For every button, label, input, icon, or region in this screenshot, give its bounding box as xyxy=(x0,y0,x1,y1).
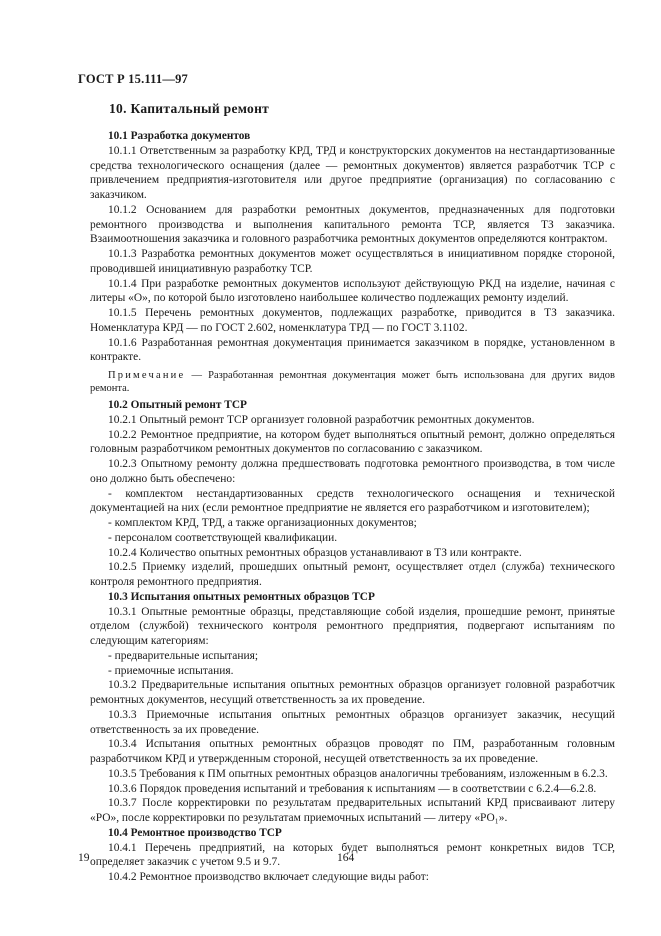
paragraph-10-1-5: 10.1.5 Перечень ремонтных документов, подлежащих разработке, приводится в ТЗ заказчика. Номенклатура КРД — по ГОСТ 2.602, номенклатура ТРД — по ГОСТ 3.1102. xyxy=(90,307,615,334)
paragraph-10-2-3: 10.2.3 Опытному ремонту должна предшествовать подготовка ремонтного производства, в том числе оно должно быть обеспечено: xyxy=(90,458,615,485)
paragraph-10-2-5: 10.2.5 Приемку изделий, прошедших опытный ремонт, осуществляет отдел (служба) технического контроля ремонтного предприятия. xyxy=(90,561,615,588)
paragraph-10-3-6: 10.3.6 Порядок проведения испытаний и требования к испытаниям — в соответствии с 6.2.4—6.2.8. xyxy=(108,782,597,795)
paragraph-10-1-4: 10.1.4 При разработке ремонтных документов используют действующую РКД на изделие, начиная с литеры «О», по которой было изготовлено наибольшее количество подлежащих ремонту изделий. xyxy=(90,277,615,305)
subsection-title-10-4: 10.4 Ремонтное производство ТСР xyxy=(108,826,282,839)
paragraph-10-1-2: 10.1.2 Основанием для разработки ремонтных документов, предназначенных для подготовки ремонтного производства и выполнения капитального ремонта ТСР, является ТЗ заказчика. Взаимоотношения заказчика и головного разработчика ремонтных документов определяются контрактом. xyxy=(90,203,615,246)
bullet-item: - персоналом соответствующей квалификации. xyxy=(108,531,338,544)
bullet-item: - приемочные испытания. xyxy=(108,664,234,677)
section-title: 10. Капитальный ремонт xyxy=(109,101,270,116)
subsection-title-10-3: 10.3 Испытания опытных ремонтных образцов ТСР xyxy=(108,590,375,603)
subsection-title-10-2: 10.2 Опытный ремонт ТСР xyxy=(108,399,247,411)
note-label: Примечание xyxy=(108,370,186,381)
paragraph-10-2-2: 10.2.2 Ремонтное предприятие, на котором будет выполняться опытный ремонт, должно определяться головным разработчиком ремонтных документов по согласованию с заказчиком. xyxy=(90,428,615,456)
subsection-title-10-1: 10.1 Разработка документов xyxy=(108,130,251,142)
bullet-item: - комплектом нестандартизованных средств технологического оснащения и технической документацией на них (если ремонтное предприятие не является его разработчиком и изготовителем); xyxy=(90,487,615,515)
paragraph-10-3-4: 10.3.4 Испытания опытных ремонтных образцов проводят по ПМ, разработанным головным разработчиком КРД и утвержденным стороной, несущей ответственность за их проведение. xyxy=(90,738,615,765)
paragraph-10-3-1: 10.3.1 Опытные ремонтные образцы, представляющие собой изделия, прошедшие ремонт, принятые отделом (службой) технического контроля ремонтного предприятия, подвергают испытаниям по следующим категориям: xyxy=(90,605,615,647)
paragraph-10-1-3: 10.1.3 Разработка ремонтных документов может осуществляться в инициативном порядке стороной, проводившей инициативную разработку ТСР. xyxy=(90,248,615,275)
page-number: 164 xyxy=(337,852,355,864)
paragraph-10-4-1: 10.4.1 Перечень предприятий, на которых будет выполняться ремонт конкретных видов ТСР, определяет заказчик с учетом 9.5 и 9.7. xyxy=(90,841,615,869)
paragraph-10-3-5: 10.3.5 Требования к ПМ опытных ремонтных образцов аналогичны требованиям, изложенным в 6.2.3. xyxy=(108,767,608,780)
paragraph-10-2-4: 10.2.4 Количество опытных ремонтных образцов устанавливают в ТЗ или контракте. xyxy=(108,546,522,559)
bullet-item: - комплектом КРД, ТРД, а также организационных документов; xyxy=(108,517,417,529)
paragraph-10-1-6: 10.1.6 Разработанная ремонтная документация принимается заказчиком в порядке, установленном в контракте. xyxy=(90,336,615,364)
note-text: — Разработанная ремонтная документация может быть использована для других видов ремонта. xyxy=(90,370,615,394)
bullet-item: - предварительные испытания; xyxy=(108,649,259,662)
document-body xyxy=(90,129,615,885)
document-header: ГОСТ Р 15.111—97 xyxy=(78,72,188,86)
footer-left-number: 19 xyxy=(78,852,90,864)
paragraph-10-3-7: 10.3.7 После корректировки по результатам предварительных испытаний КРД присваивают литеру «РО», после корректировки по результатам приемочных испытаний — литеру «РО₁». xyxy=(90,797,615,824)
paragraph-10-3-3: 10.3.3 Приемочные испытания опытных ремонтных образцов организует заказчик, несущий ответственность за их проведение. xyxy=(90,708,615,736)
note xyxy=(90,369,615,395)
paragraph-10-4-2: 10.4.2 Ремонтное производство включает следующие виды работ: xyxy=(108,871,429,883)
paragraph-10-2-1: 10.2.1 Опытный ремонт ТСР организует головной разработчик ремонтных документов. xyxy=(108,413,535,426)
paragraph-10-1-1: 10.1.1 Ответственным за разработку КРД, ТРД и конструкторских документов на нестандартизованные средства технологического оснащения (далее — ремонтных документов) является разработчик ТСР с привлечением предприятия-изготовителя или другое предприятие (организация) по согласованию с заказчиком. xyxy=(90,144,615,201)
paragraph-10-3-2: 10.3.2 Предварительные испытания опытных ремонтных образцов организует головной разработчик ремонтных документов, несущий ответственность за их проведение. xyxy=(90,679,615,706)
